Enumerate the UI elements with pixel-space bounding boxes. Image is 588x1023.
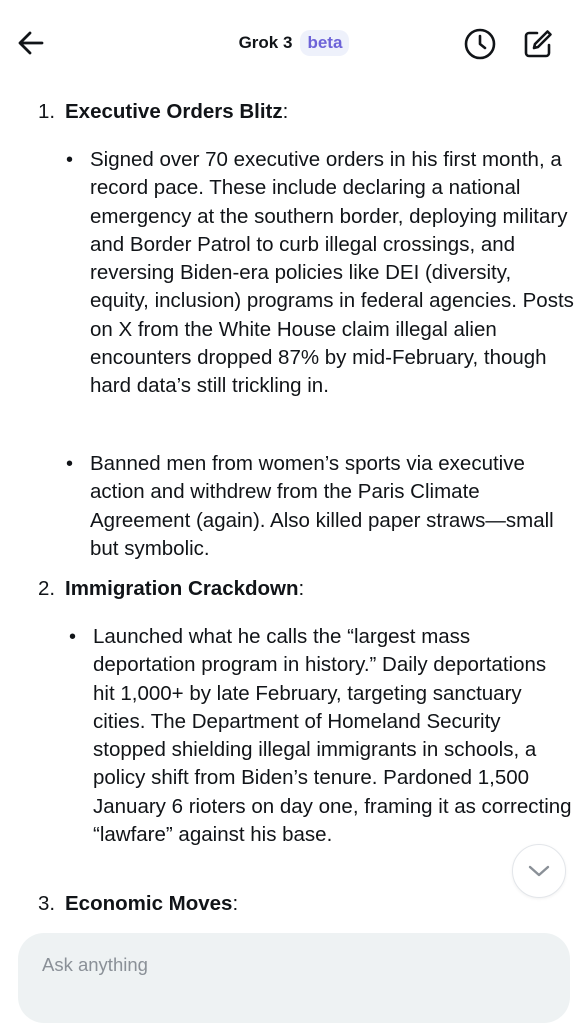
section-heading: [38, 98, 288, 126]
section-title-colon: :: [282, 100, 289, 123]
beta-badge: beta: [300, 30, 349, 56]
section-title-colon: :: [298, 577, 305, 600]
bullet-marker: •: [69, 626, 77, 648]
bullet-text: Banned men from women’s sports via executive action and withdrew from the Paris Climate Agreement (again). Also killed paper straws—small but symbolic.: [90, 452, 554, 560]
history-button[interactable]: [462, 26, 498, 62]
section-title: Executive Orders Blitz: [65, 100, 283, 123]
bullet-marker: •: [66, 453, 74, 475]
scroll-to-bottom-button[interactable]: [512, 844, 566, 898]
bullet-text: Signed over 70 executive orders in his first month, a record pace. These include declaring a national emergency at the southern border, deploying military and Border Patrol to curb illegal crossings, and reversing Biden-era policies like DEI (diversity, equity, inclusion) programs in federal agencies. Posts on X from the White House claim illegal alien encounters dropped 87% by mid-February, though hard data’s still trickling in.: [90, 148, 574, 398]
section-title: Economic Moves: [65, 892, 233, 915]
section-title-colon: :: [232, 892, 239, 915]
chevron-down-icon: [526, 858, 552, 884]
new-chat-button[interactable]: [520, 26, 556, 62]
section-heading: [38, 890, 238, 918]
section-number: 1.: [38, 100, 56, 123]
bullet-text: Launched what he calls the “largest mass deportation program in history.” Daily deportations hit 1,000+ by late February, targeting sanctuary cities. The Department of Homeland Security stopped shielding illegal immigrants in schools, a policy shift from Biden’s tenure. Pardoned 1,500 January 6 rioters on day one, framing it as correcting “lawfare” against his base.: [93, 625, 572, 847]
clock-icon: [463, 27, 497, 61]
back-button[interactable]: [14, 26, 48, 60]
section-number: 2.: [38, 577, 56, 600]
section-heading: [38, 575, 304, 603]
app-title: Grok 3: [238, 33, 293, 52]
top-bar: [0, 0, 588, 88]
section-number: 3.: [38, 892, 56, 915]
ask-input[interactable]: [42, 951, 542, 979]
bullet-marker: •: [66, 149, 74, 171]
arrow-left-icon: [16, 28, 46, 58]
chat-input-container: [18, 933, 570, 1023]
title-group: [0, 30, 588, 56]
compose-icon: [521, 27, 555, 61]
section-title: Immigration Crackdown: [65, 577, 299, 600]
